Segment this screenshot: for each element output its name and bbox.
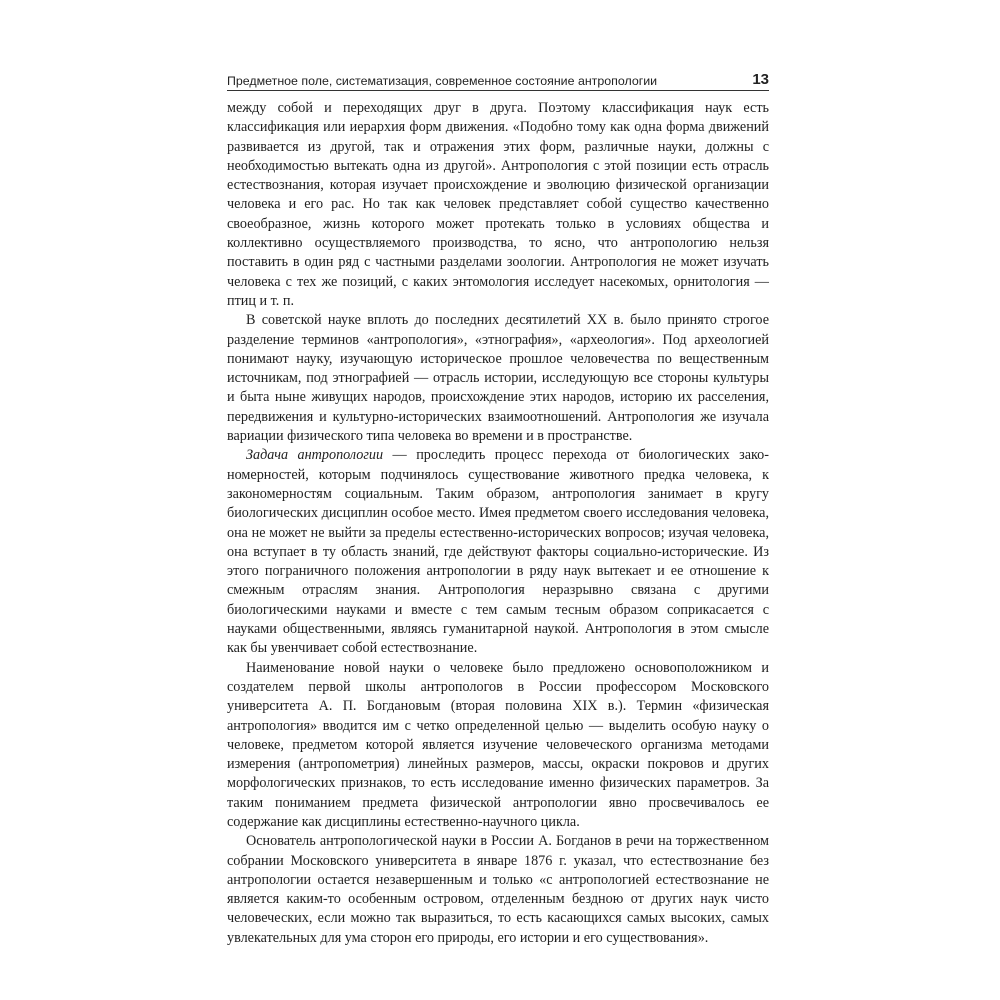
paragraph-3 (227, 446, 769, 658)
paragraph-1: между собой и переходящих друг в друга. Поэтому классификация наук есть классификация или иерархия форм движения. «Подобно тому как одна форма движений развивается из другой, так и отражения этих форм, различные науки, должны с необходимостью вытекать одна из другой». Антропология с этой позиции есть отрасль естествознания, которая изучает происхождение и эволюцию физической организации человека и его рас. Но так как человек представляет собой существо качественно своеобразное, жизнь которого может протекать только в условиях общества и коллективно осуществляемого производства, то ясно, что антропологию нельзя поставить в один ряд с частными разделами зоологии. Антропология не может изучать человека с тех же позиций, с каких энтомология исследует насекомых, орнитология — птиц и т. п. (227, 100, 769, 309)
running-header (227, 70, 769, 90)
paragraph-3-text: — проследить процесс перехода от биологических закономерностей, которым подчинялось существование животного предка человека, к закономерностям социальным. Таким образом, антропология занимает в кругу биологических дисциплин особое место. Имея предметом своего исследования человека, она не может не выйти за пределы естественно-исторических вопросов; изучая человека, она вступает в ту область знаний, где действуют факторы социально-исторические. Из этого пограничного положения антропологии в ряду наук вытекает и ее отношение к смежным отраслям знания. Антропология неразрывно связана с другими биологическими науками и вместе с тем самым тесным образом соприкасается с науками общественными, являясь гуманитарной наукой. Антропология в этом смысле как бы увенчивает собой естествознание. (227, 447, 769, 657)
paragraph-4: Наименование новой науки о человеке было предложено основоположником и создателем первой школы антропологов в России профессором Московского университета А. П. Богдановым (вторая половина XIX в.). Термин «физическая антропология» вводится им с четко определенной целью — выделить особую науку о человеке, предметом которой является изучение человеческого организма методами измерения (антропометрия) линейных размеров, массы, окраски покровов и других морфологических признаков, то есть исследование именно физических параметров. За таким пониманием предмета физической антропологии явно просвечивалось ее содержание как дисциплины естественно-научного цикла. (227, 659, 769, 830)
paragraph-2: В советской науке вплоть до последних десятилетий XX в. было принято строгое разделение терминов «антропология», «этнография», «археология». Под археологией понимают науку, изучающую историческое прошлое человечества по вещественным источникам, под этнографией — отрасль истории, исследующую все стороны культуры и быта ныне живущих народов, происхождение этих народов, историю их расселения, передвижения и культурно-исторических взаимоотношений. Антропология же изучала вариации физического типа человека во времени и в пространстве. (227, 312, 769, 445)
page-number: 13 (752, 71, 769, 88)
running-title: Предметное поле, систематизация, современное состояние антропологии (227, 74, 658, 88)
italic-term: Задача антропологии (246, 447, 384, 464)
body-text (227, 99, 769, 948)
paragraph-5: Основатель антропологической науки в России А. Богданов в речи на торжественном собрании Московского университета в январе 1876 г. указал, что естествознание без антропологии остается незавершенным и только «с антропологией естествознание не является каким-то особенным островом, отделенным бездною от других наук чисто человеческих, если можно так выразиться, то есть касающихся самых высоких, самых увлекательных для ума сторон его природы, его истории и его существования». (227, 833, 769, 946)
book-page (227, 70, 769, 948)
header-rule (227, 90, 769, 91)
